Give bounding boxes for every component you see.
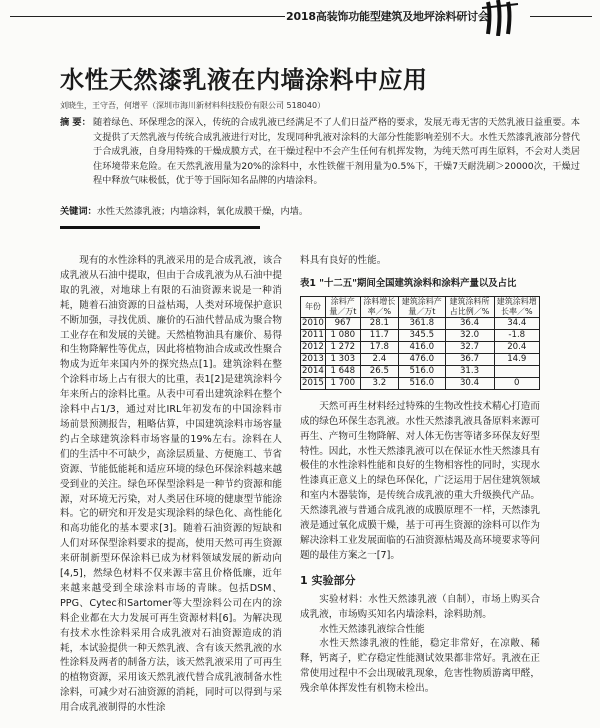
table-cell: 2015 xyxy=(302,377,324,388)
table-cell: 34.4 xyxy=(494,317,539,329)
body-paragraph: 水性天然漆乳液的性能，稳定非常好，在凉敞、稀释，钙离子，贮存稳定性能测试效果都非常好。乳液在正常使用过程中不会出现破乳现象，危害性物质游离甲醛，残余单体挥发性有机物未检出。 xyxy=(300,638,540,695)
table-cell: 361.8 xyxy=(399,317,446,329)
section-heading: 1 实验部分 xyxy=(300,573,356,587)
right-column xyxy=(300,254,540,697)
table-row xyxy=(301,341,540,353)
table-header-row xyxy=(301,296,540,317)
body-paragraph: 天然可再生材料经过特殊的生物改性技术精心打造而成的绿色环保生态乳液。水性天然漆乳液具备原料来源可再生、产物可生物降解、对人体无伤害等诸多环保友好型特性。因此，水性天然漆乳液可以在保证水性天然漆具有极佳的水性涂料性能和良好的生物相容性的同时，实现水性漆真正意义上的绿色环保化，广泛运用于居住建筑领域和室内木器装饰，是传统合成乳液的重大升级换代产品。天然漆乳液与普通合成乳液的成膜原理不一样，天然漆乳液是通过氧化成膜干燥，基于可再生资源的涂料可以作为解决涂料工业发展面临的石油资源枯竭及高环境要求等问题的最佳方案之一[7]。 xyxy=(300,400,540,561)
section-divider xyxy=(60,226,260,229)
table-row xyxy=(301,365,540,377)
article-title: 水性天然漆乳液在内墙涂料中应用 xyxy=(60,66,428,94)
table-cell: 2013 xyxy=(302,353,324,364)
body-paragraph-continued: 料具有良好的性能。 xyxy=(300,255,387,266)
table-row xyxy=(301,353,540,365)
table-cell: 476.0 xyxy=(399,353,446,365)
table-cell: 20.4 xyxy=(494,341,539,353)
table-cell: 2011 xyxy=(302,329,324,340)
table-cell: 1 080 xyxy=(325,329,360,341)
table-cell: 2010 xyxy=(302,317,324,328)
body-paragraph: 现有的水性涂料的乳液采用的是合成乳液，该合成乳液从石油中提取，但由于合成乳液为从石油中提取的乳液，对地球上有限的石油资源来说是一种消耗，随着石油资源的日益枯竭，人类对环境保护意识不断加强，寻找优质、廉价的石油代替品成为聚合物工业存在和发展的关键。天然植物油具有廉价、易得和生物降解性等优点，因此将植物油合成或改性聚合物成为近年来国内外的探究热点[1]。建筑涂料在整个涂料市场上占有很大的比重，表1[2]是建筑涂料今年来所占的涂料比重。从表中可看出建筑涂料在整个涂料中占1/3，通过对比IRL年初发布的中国涂料市场前景预测报告，粗略估算，中国建筑涂料市场容量约占全球建筑涂料市场容量的19%左右。涂料在人们的生活中不可缺少，高涂层质量、方便施工、节省资源、节能低能耗和适应环境的绿色环保涂料越来越受到业的关注。绿色环保型涂料是一种节约资源和能源，对环境无污染，对人类居住环境的健康型节能涂料。它的研究和开发是实现涂料的绿色化、高性能化和高功能化的基本要求[3]。随着石油资源的短缺和人们对环保型涂料要求的提高，使用天然可再生资源来研制新型环保涂料已成为材料领域发展的新动向[4,5]，然绿色材料不仅来源丰富且价格低廉，近年来越来越受到全球涂料市场的青睐。包括DSM、PPG、Cytec和Sartomer等大型涂料公司在内的涂料企业都在大力发展可再生资源材料[6]。为解决现有技术水性涂料采用合成乳液对石油资源造成的消耗，本试验提供一种天然乳液、含有该天然乳液的水性涂料及两者的制备方法，该天然乳液采用了可再生的植物资源，采用该天然乳液代替合成乳液制备水性涂料，可减少对石油资源的消耗，同时可以得到与采用合成乳液制得的水性涂 xyxy=(60,255,282,714)
table-row xyxy=(301,377,540,389)
subsection-heading: 水性天然漆乳液综合性能 xyxy=(319,623,425,635)
table-cell: 14.9 xyxy=(494,353,539,365)
header-rule-left xyxy=(10,16,285,17)
left-column xyxy=(60,254,282,716)
table-row xyxy=(301,329,540,341)
authors-line: 刘晓生，王守吾，何增平（深圳市海川新材料科技股份有限公司 518040） xyxy=(60,101,326,110)
keywords-label: 关键词： xyxy=(60,206,97,217)
keywords-text: 水性天然漆乳液；内墙涂料，氧化成膜干燥，内墙。 xyxy=(96,206,309,217)
table-cell: 32.0 xyxy=(445,329,494,341)
body-paragraph: 实验材料：水性天然漆乳液（自制），市场上购买合成乳液，市场购买知名内墙涂料，涂料助剂。 xyxy=(300,593,540,620)
table-row xyxy=(301,317,540,329)
table-header-cell: 建筑涂料增长率／% xyxy=(494,296,539,317)
table-cell: 2012 xyxy=(302,341,324,352)
table-header-cell: 年份 xyxy=(301,296,326,317)
table-cell: 516.0 xyxy=(399,365,446,377)
table-cell: 32.7 xyxy=(445,341,494,353)
table-header-cell: 建筑涂料所占比例／% xyxy=(445,296,494,317)
keywords xyxy=(60,203,308,217)
table-cell xyxy=(494,365,539,377)
table-cell: 3.2 xyxy=(360,377,398,389)
table-header-cell: 涂料产量／万t xyxy=(325,296,360,317)
table-cell: 17.8 xyxy=(360,341,398,353)
table-cell: -1.8 xyxy=(494,329,539,341)
table-caption: 表1 "十二五"期间全国建筑涂料和涂料产量以及占比 xyxy=(300,277,517,289)
table-cell: 0 xyxy=(494,377,539,389)
table-cell: 1 272 xyxy=(325,341,360,353)
table-cell: 26.5 xyxy=(360,365,398,377)
table-cell: 36.7 xyxy=(445,353,494,365)
running-header: 2018高装饰功能型建筑及地坪涂料研讨会 xyxy=(286,10,489,23)
table-cell: 30.4 xyxy=(445,377,494,389)
table-cell: 28.1 xyxy=(360,317,398,329)
table-header-cell: 建筑涂料产量／万t xyxy=(399,296,446,317)
table-cell: 36.4 xyxy=(445,317,494,329)
table-cell: 1 700 xyxy=(325,377,360,389)
table-cell: 967 xyxy=(325,317,360,329)
table-cell: 416.0 xyxy=(399,341,446,353)
abstract xyxy=(60,116,580,189)
table-cell: 11.7 xyxy=(360,329,398,341)
abstract-label: 摘 要： xyxy=(60,117,91,128)
table-cell: 516.0 xyxy=(399,377,446,389)
header-rule-right xyxy=(530,16,592,17)
table-cell: 2014 xyxy=(302,365,324,376)
conference-logo-icon xyxy=(480,0,522,36)
table-cell: 2.4 xyxy=(360,353,398,365)
abstract-text: 随着绿色、环保理念的深入，传统的合成乳液已经满足不了人们日益严格的要求，发展无毒无害的天然乳液日益重要。本文提供了天然乳液与传统合成乳液进行对比，发现同种乳液对涂料的大部分性能影响差别不大。水性天然漆乳液部分替代于合成乳液，自身用特殊的干燥成膜方式，在干燥过程中不会产生任何有机挥发物，为纯天然可再生原料，不会对人类居住环境带来危险。在天然乳液用量为20%的涂料中，水性铁催干剂用量为0.5%下，干燥7天耐洗刷＞20000次，干燥过程中释放气味极低，优于等于国际知名品牌的内墙涂料。 xyxy=(93,117,580,187)
production-table xyxy=(300,296,540,390)
table-header-cell: 涂料增长率／% xyxy=(360,296,398,317)
table-cell: 1 648 xyxy=(325,365,360,377)
table-cell: 1 303 xyxy=(325,353,360,365)
table-cell: 31.3 xyxy=(445,365,494,377)
table-cell: 345.5 xyxy=(399,329,446,341)
